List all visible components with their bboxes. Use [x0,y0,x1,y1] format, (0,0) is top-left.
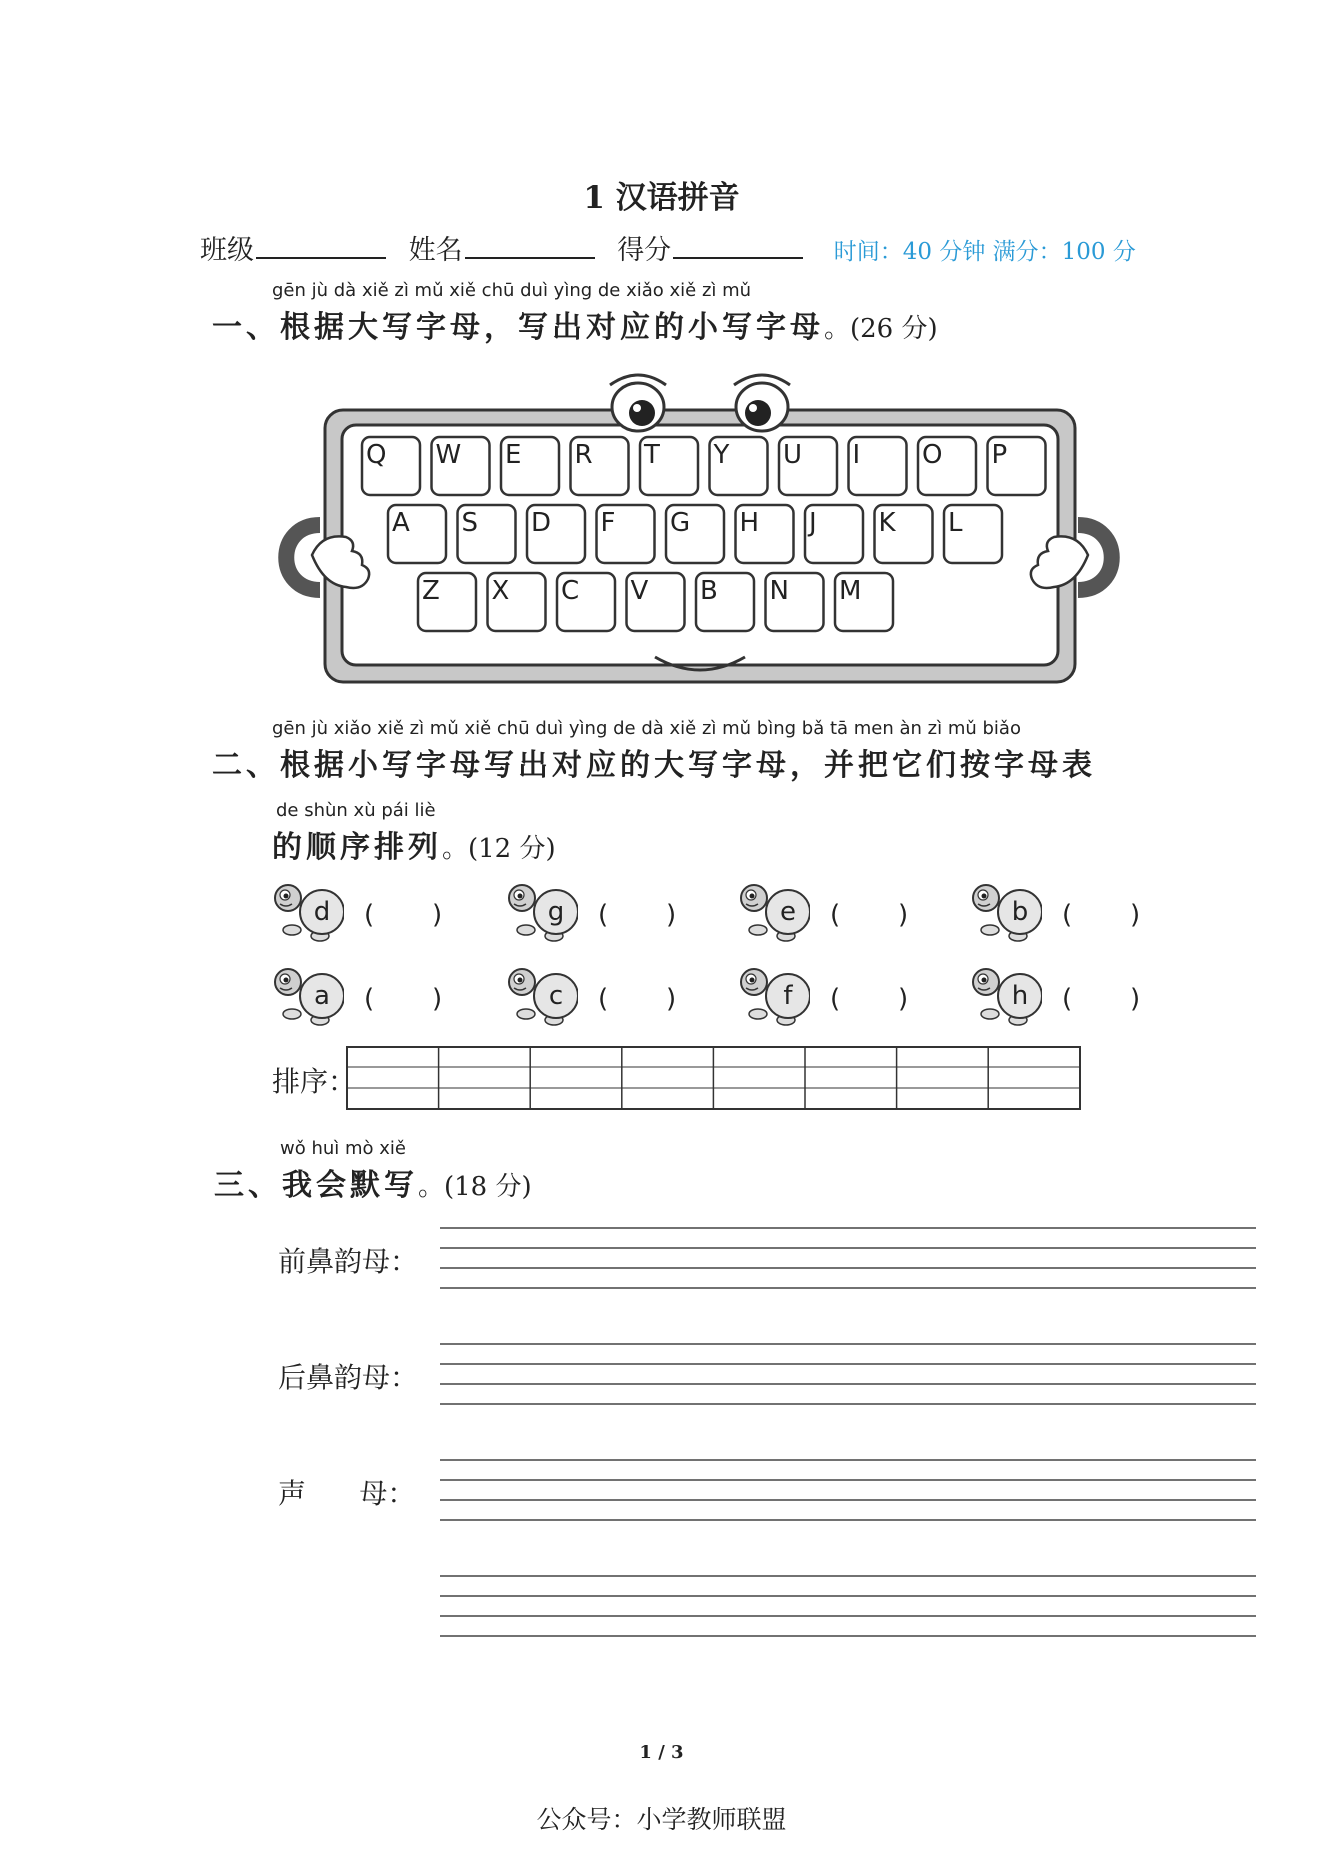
section3-pinyin: wǒ huì mò xiě [280,1138,406,1159]
key-label-j: J [809,508,817,538]
answer-parentheses[interactable]: ( ) [830,900,909,930]
key-label-s: S [461,508,479,538]
section2-heading2 [272,822,556,866]
left-eye [610,375,666,431]
key-label-x: X [491,576,510,606]
footer-note: 公众号：小学教师联盟 [536,1805,787,1834]
key-label-h: H [739,508,760,538]
section2-pinyin1: gēn jù xiǎo xiě zì mǔ xiě chū duì yìng de dà xiě zì mǔ bìng bǎ tā men àn zì mǔ biǎo [272,718,1021,739]
key-label-p: P [991,440,1008,470]
info-line [200,228,1136,267]
section2-score: 。(12 分) [442,834,556,864]
class-blank[interactable] [256,233,386,259]
key-label-v: V [630,576,649,606]
turtle-letter: c [548,981,564,1011]
answer-parentheses[interactable]: ( ) [364,984,443,1014]
turtle-icon [506,964,578,1030]
name-label: 姓名 [408,235,463,266]
turtle-icon [970,964,1042,1030]
writing-lines[interactable] [438,1218,1258,1638]
turtle-icon [506,880,578,946]
key-label-r: R [574,440,593,470]
answer-parentheses[interactable]: ( ) [1062,900,1141,930]
keyboard-illustration [270,365,1130,690]
sort-grid[interactable] [346,1046,1082,1112]
turtle-letter: a [314,981,330,1011]
answer-parentheses[interactable]: ( ) [830,984,909,1014]
section1-score: 。(26 分) [824,314,938,344]
turtle-icon [272,964,344,1030]
key-label-y: Y [713,440,730,470]
key-label-n: N [769,576,789,606]
section1-heading [212,302,938,346]
turtle-letter: e [780,897,796,927]
key-label-e: E [505,440,522,470]
section3-heading-text: 三、我会默写 [214,1168,418,1203]
answer-parentheses[interactable]: ( ) [598,900,677,930]
turtle-icon [738,880,810,946]
turtle-letter: b [1011,897,1029,927]
section3-heading [214,1160,532,1204]
initials-label: 声 母： [278,1477,416,1510]
key-label-q: Q [366,440,387,470]
key-label-g: G [670,508,691,538]
sort-label: 排序： [272,1065,357,1098]
key-label-b: B [700,576,718,606]
turtle-letter: h [1011,981,1029,1011]
right-eye [734,375,790,431]
name-blank[interactable] [465,233,595,259]
page-number: 1 / 3 [639,1742,684,1763]
key-label-u: U [783,440,803,470]
key-label-i: I [852,440,861,470]
key-label-d: D [531,508,552,538]
answer-parentheses[interactable]: ( ) [1062,984,1141,1014]
turtle-icon [272,880,344,946]
answer-parentheses[interactable]: ( ) [364,900,443,930]
page-title: 1 汉语拼音 [583,180,740,216]
score-blank[interactable] [673,233,803,259]
section2-heading1: 二、根据小写字母写出对应的大写字母，并把它们按字母表 [212,748,1096,783]
key-label-a: A [392,508,410,538]
section2-heading2-text: 的顺序排列 [272,830,442,865]
key-label-l: L [948,508,963,538]
time-note: 时间：40 分钟 满分：100 分 [833,239,1136,265]
turtle-icon [970,880,1042,946]
section2-pinyin2: de shùn xù pái liè [276,800,436,821]
score-label: 得分 [617,235,672,266]
key-label-o: O [922,440,943,470]
turtle-letter: d [313,897,331,927]
turtle-letter: g [547,897,565,927]
key-label-f: F [600,508,616,538]
key-label-w: W [435,440,462,470]
front-nasal-label: 前鼻韵母： [278,1245,419,1278]
key-label-t: T [644,440,660,470]
answer-parentheses[interactable]: ( ) [598,984,677,1014]
key-label-c: C [561,576,580,606]
key-label-z: Z [422,576,440,606]
back-nasal-label: 后鼻韵母： [278,1361,419,1394]
section3-score: 。(18 分) [418,1172,532,1202]
section1-pinyin: gēn jù dà xiě zì mǔ xiě chū duì yìng de xiǎo xiě zì mǔ [272,280,752,301]
section1-heading-text: 一、根据大写字母，写出对应的小写字母 [212,310,824,345]
key-label-m: M [839,576,862,606]
class-label: 班级 [200,235,254,266]
turtle-letter: f [783,981,793,1011]
key-label-k: K [878,508,896,538]
turtle-icon [738,964,810,1030]
